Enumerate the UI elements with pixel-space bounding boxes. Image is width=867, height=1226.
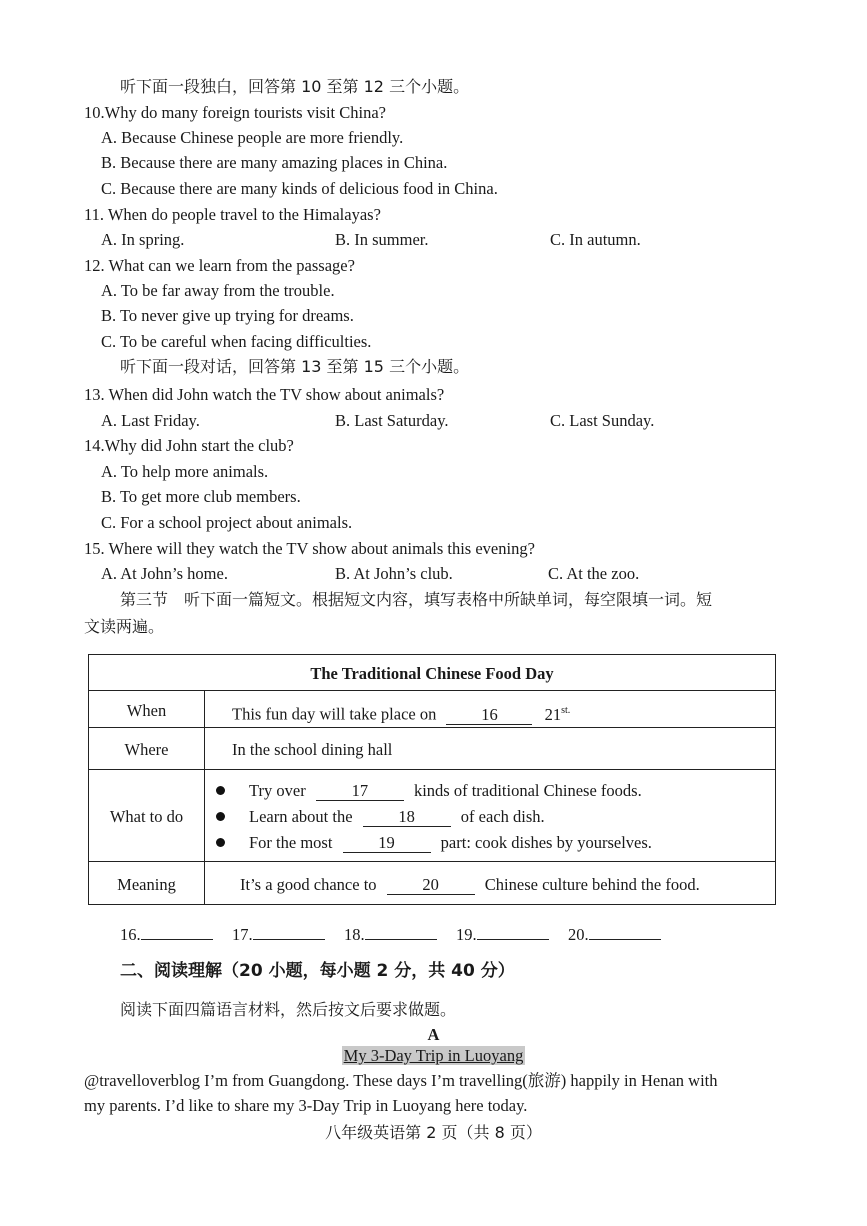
row-label-where: Where xyxy=(124,740,169,759)
option-11c: C. In autumn. xyxy=(550,230,641,249)
reading-instruction: 阅读下面四篇语言材料，然后按文后要求做题。 xyxy=(120,1000,457,1019)
option-12a: A. To be far away from the trouble. xyxy=(101,281,335,300)
answer-20[interactable]: 20. xyxy=(568,924,661,946)
option-10c: C. Because there are many kinds of delicious food in China. xyxy=(101,179,498,198)
passage-letter: A xyxy=(427,1025,440,1044)
row-label-when: When xyxy=(126,701,167,720)
section-heading-monologue: 听下面一段独白，回答第 10 至第 12 三个小题。 xyxy=(120,77,470,96)
question-13: 13. When did John watch the TV show about animals? xyxy=(84,385,445,404)
option-13a: A. Last Friday. xyxy=(101,411,200,430)
answer-18[interactable]: 18. xyxy=(344,924,437,946)
question-11: 11. When do people travel to the Himalayas? xyxy=(84,205,381,224)
option-12c: C. To be careful when facing difficulties. xyxy=(101,332,372,351)
bullet-icon xyxy=(216,812,225,821)
option-12b: B. To never give up trying for dreams. xyxy=(101,306,354,325)
row-label-what-to-do: What to do xyxy=(109,807,184,826)
option-14b: B. To get more club members. xyxy=(101,487,301,506)
blank-19[interactable]: 19 xyxy=(343,834,431,853)
answer-19[interactable]: 19. xyxy=(456,924,549,946)
question-10: 10.Why do many foreign tourists visit China? xyxy=(84,103,387,122)
option-11a: A. In spring. xyxy=(101,230,185,249)
answer-17[interactable]: 17. xyxy=(232,924,325,946)
option-10a: A. Because Chinese people are more friendly. xyxy=(101,128,404,147)
page-footer: 八年级英语第 2 页（共 8 页） xyxy=(325,1123,542,1142)
passage-line-1: @travelloverblog I’m from Guangdong. These days I’m travelling(旅游) happily in Henan with xyxy=(84,1071,718,1090)
row-label-meaning: Meaning xyxy=(117,875,176,894)
option-15b: B. At John’s club. xyxy=(335,564,453,583)
question-12: 12. What can we learn from the passage? xyxy=(84,256,355,275)
bullet-icon xyxy=(216,838,225,847)
option-15c: C. At the zoo. xyxy=(548,564,640,583)
option-13b: B. Last Saturday. xyxy=(335,411,449,430)
answer-16[interactable]: 16. xyxy=(120,924,213,946)
part-heading-reading: 二、阅读理解（20 小题，每小题 2 分，共 40 分） xyxy=(120,961,515,981)
part3-instruction-line1: 第三节 听下面一篇短文。根据短文内容，填写表格中所缺单词，每空限填一词。短 xyxy=(120,590,713,609)
section-heading-dialogue: 听下面一段对话，回答第 13 至第 15 三个小题。 xyxy=(120,357,470,376)
option-15a: A. At John’s home. xyxy=(101,564,228,583)
question-14: 14.Why did John start the club? xyxy=(84,436,294,455)
part3-instruction-line2: 文读两遍。 xyxy=(84,617,165,636)
meaning-text: It’s a good chance to 20 Chinese culture behind the food. xyxy=(240,875,700,894)
passage-line-2: my parents. I’d like to share my 3-Day Trip in Luoyang here today. xyxy=(84,1096,528,1115)
blank-17[interactable]: 17 xyxy=(316,782,404,801)
bullet-icon xyxy=(216,786,225,795)
where-text: In the school dining hall xyxy=(232,740,393,759)
todo-item-2: Learn about the 18 of each dish. xyxy=(249,807,545,826)
blank-20[interactable]: 20 xyxy=(387,876,475,895)
option-10b: B. Because there are many amazing places in China. xyxy=(101,153,448,172)
option-14a: A. To help more animals. xyxy=(101,462,269,481)
option-11b: B. In summer. xyxy=(335,230,429,249)
todo-item-3: For the most 19 part: cook dishes by yourselves. xyxy=(249,833,652,852)
option-13c: C. Last Sunday. xyxy=(550,411,655,430)
info-table xyxy=(88,654,776,905)
passage-title: My 3-Day Trip in Luoyang xyxy=(343,1046,524,1065)
blank-18[interactable]: 18 xyxy=(363,808,451,827)
question-15: 15. Where will they watch the TV show about animals this evening? xyxy=(84,539,535,558)
option-14c: C. For a school project about animals. xyxy=(101,513,353,532)
table-title: The Traditional Chinese Food Day xyxy=(310,664,554,683)
todo-item-1: Try over 17 kinds of traditional Chinese foods. xyxy=(249,781,642,800)
when-text: This fun day will take place on 16 $21^{st.}$ xyxy=(232,704,571,724)
blank-16[interactable]: 16 xyxy=(446,706,532,725)
